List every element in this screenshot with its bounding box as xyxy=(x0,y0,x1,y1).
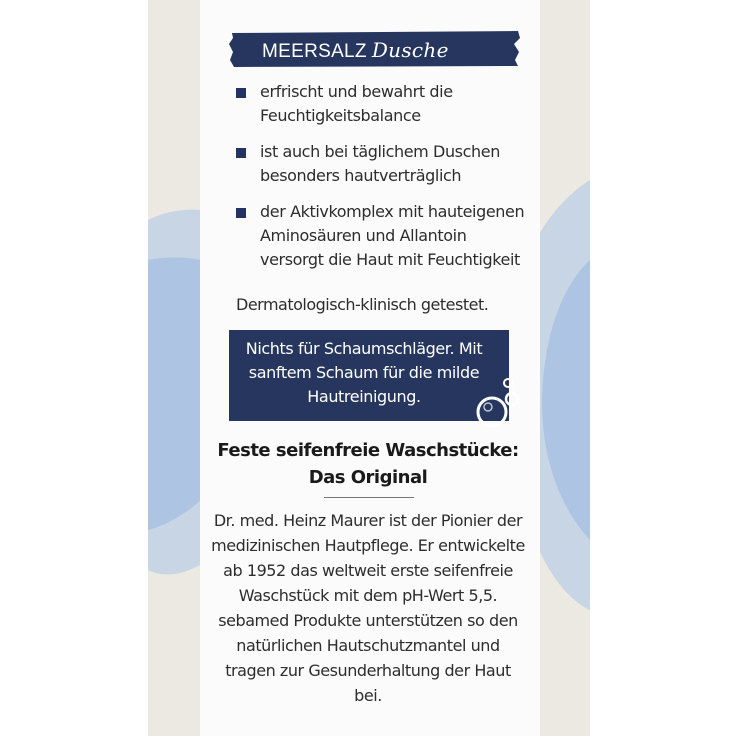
bullet-square-icon xyxy=(236,88,246,98)
description-text: Dr. med. Heinz Maurer ist der Pionier der medizinischen Hautpflege. Er entwickelte ab 1952 das weltweit erste seifenfreie Waschstück mit dem pH-Wert 5,5. sebamed Produkte unterstützen so den natürlichen Hautschutzmantel und tragen zur Gesunderhaltung der Haut bei. xyxy=(211,511,525,705)
dermatological-note: Dermatologisch-klinisch getestet. xyxy=(236,295,489,314)
feature-text: ist auch bei täglichem Duschen besonders hautverträglich xyxy=(260,142,500,185)
title-main: MEERSALZ xyxy=(262,41,367,62)
feature-text: der Aktivkomplex mit hauteigenen Aminosäuren und Allantoin versorgt die Haut mit Feuchtigkeit xyxy=(260,202,525,269)
product-title xyxy=(262,38,449,63)
feature-list xyxy=(236,80,526,284)
bullet-square-icon xyxy=(236,208,246,218)
list-item xyxy=(236,80,526,128)
bubbles-icon xyxy=(470,372,522,430)
list-item xyxy=(236,200,526,272)
title-script: Dusche xyxy=(371,38,449,62)
callout-text: Nichts für Schaumschläger. Mit sanftem Schaum für die milde Hautreinigung. xyxy=(245,339,483,406)
bullet-square-icon xyxy=(236,148,246,158)
divider xyxy=(324,497,414,498)
list-item xyxy=(236,140,526,188)
feature-text: erfrischt und bewahrt die Feuchtigkeitsbalance xyxy=(260,82,453,125)
section-heading: Feste seifenfreie Waschstücke: Das Original xyxy=(217,440,519,488)
